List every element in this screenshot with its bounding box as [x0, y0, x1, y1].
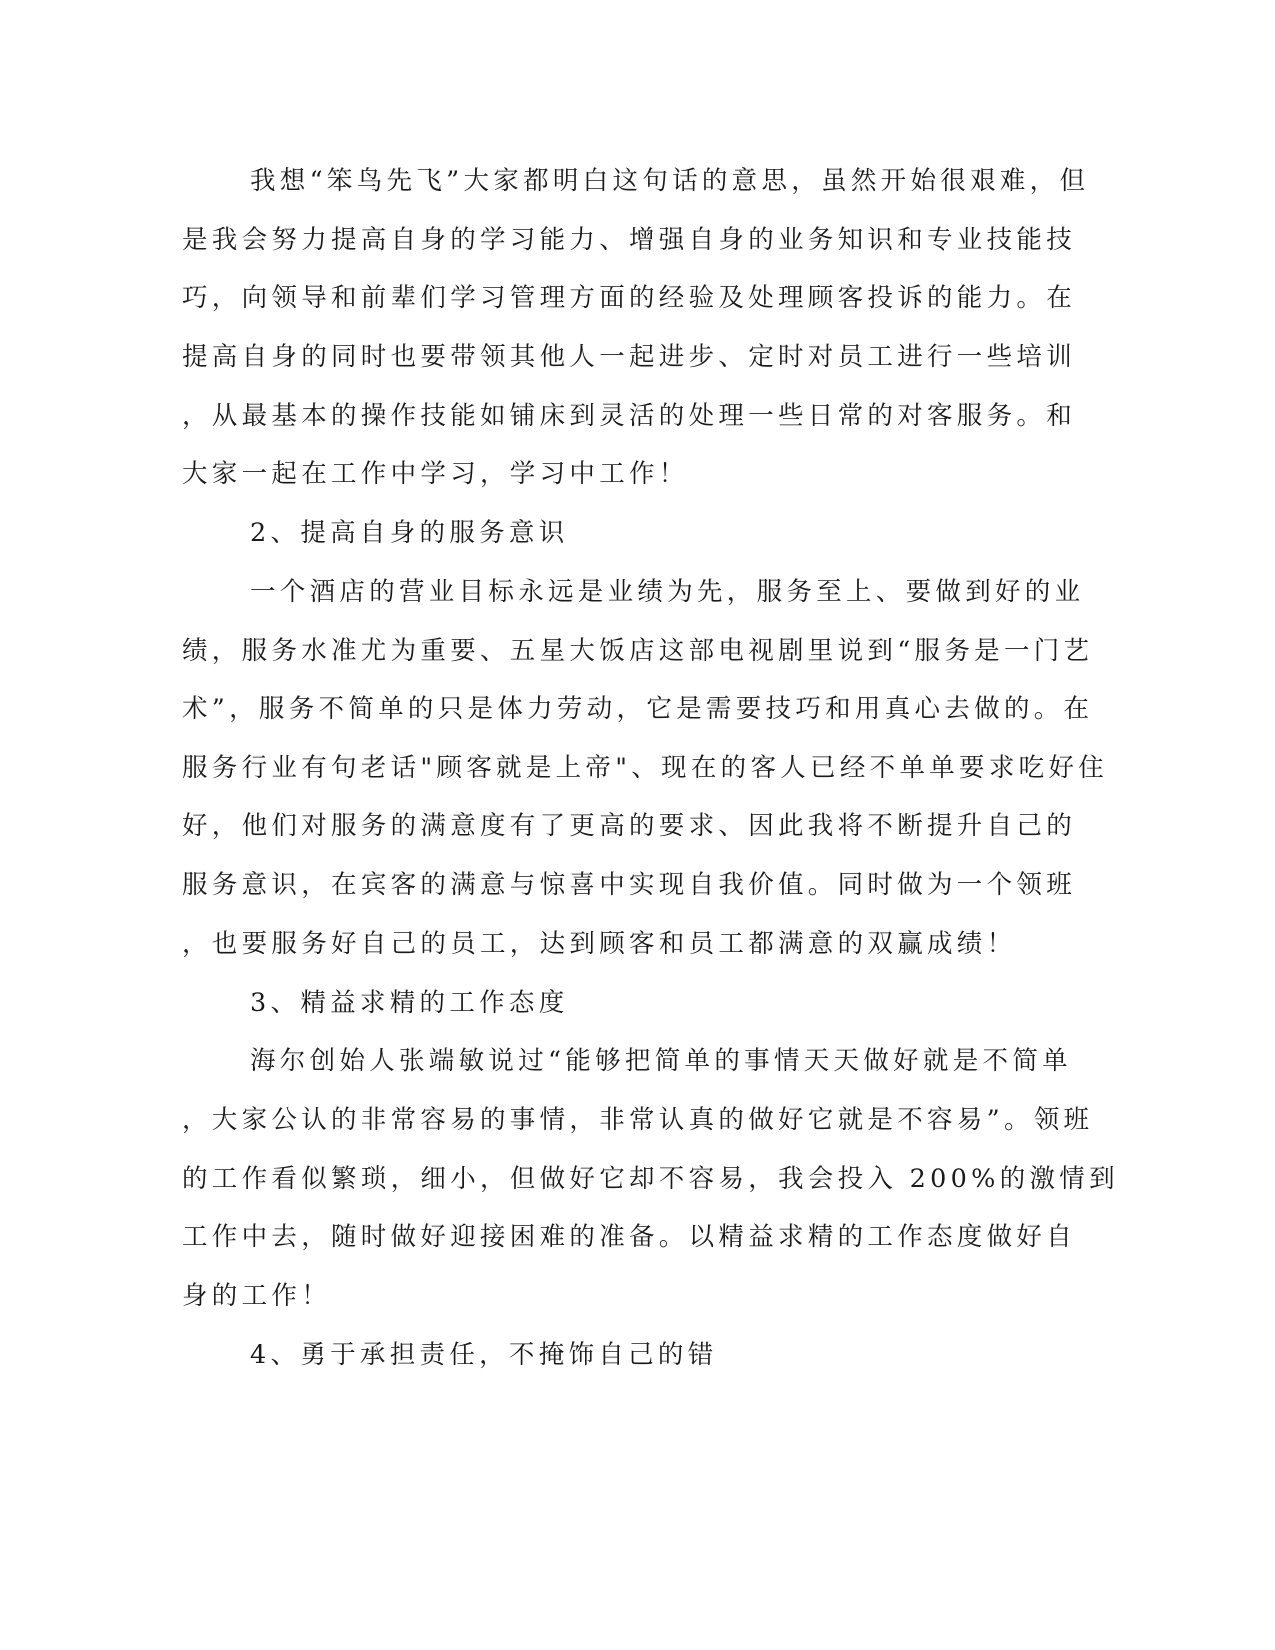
- paragraph-line: 一个酒店的营业目标永远是业绩为先，服务至上、要做到好的业: [250, 577, 1085, 607]
- paragraph-line: ，从最基本的操作技能如铺床到灵活的处理一些日常的对客服务。和: [182, 401, 1077, 431]
- paragraph-line: 服务意识，在宾客的满意与惊喜中实现自我价值。同时做为一个领班: [182, 870, 1077, 900]
- paragraph-line: 的工作看似繁琐，细小，但做好它却不容易，我会投入 200%的激情到: [182, 1164, 1119, 1194]
- paragraph-line: 身的工作！: [182, 1281, 332, 1311]
- paragraph-line: 是我会努力提高自身的学习能力、增强自身的业务知识和专业技能技: [182, 225, 1077, 255]
- section-heading: 4、勇于承担责任，不掩饰自己的错: [250, 1340, 718, 1370]
- paragraph-line: 大家一起在工作中学习，学习中工作！: [182, 459, 689, 489]
- paragraph-line: 巧，向领导和前辈们学习管理方面的经验及处理顾客投诉的能力。在: [182, 283, 1077, 313]
- paragraph-line: 海尔创始人张端敏说过“能够把简单的事情天天做好就是不简单: [250, 1046, 1072, 1076]
- paragraph-line: 工作中去，随时做好迎接困难的准备。以精益求精的工作态度做好自: [182, 1222, 1077, 1252]
- paragraph-line: 我想“笨鸟先飞”大家都明白这句话的意思，虽然开始很艰难，但: [250, 166, 1090, 196]
- paragraph-line: 绩，服务水准尤为重要、五星大饭店这部电视剧里说到“服务是一门艺: [182, 636, 1094, 666]
- paragraph-line: 好，他们对服务的满意度有了更高的要求、因此我将不断提升自己的: [182, 811, 1077, 841]
- section-heading: 2、提高自身的服务意识: [250, 518, 569, 548]
- paragraph-line: 服务行业有句老话"顾客就是上帝"、现在的客人已经不单单要求吃好住: [182, 753, 1109, 783]
- section-heading: 3、精益求精的工作态度: [250, 988, 569, 1018]
- paragraph-line: 提高自身的同时也要带领其他人一起进步、定时对员工进行一些培训: [182, 342, 1077, 372]
- paragraph-line: ，也要服务好自己的员工，达到顾客和员工都满意的双赢成绩！: [182, 929, 1017, 959]
- paragraph-line: 术”，服务不简单的只是体力劳动，它是需要技巧和用真心去做的。在: [182, 694, 1094, 724]
- paragraph-line: ，大家公认的非常容易的事情，非常认真的做好它就是不容易”。领班: [182, 1105, 1094, 1135]
